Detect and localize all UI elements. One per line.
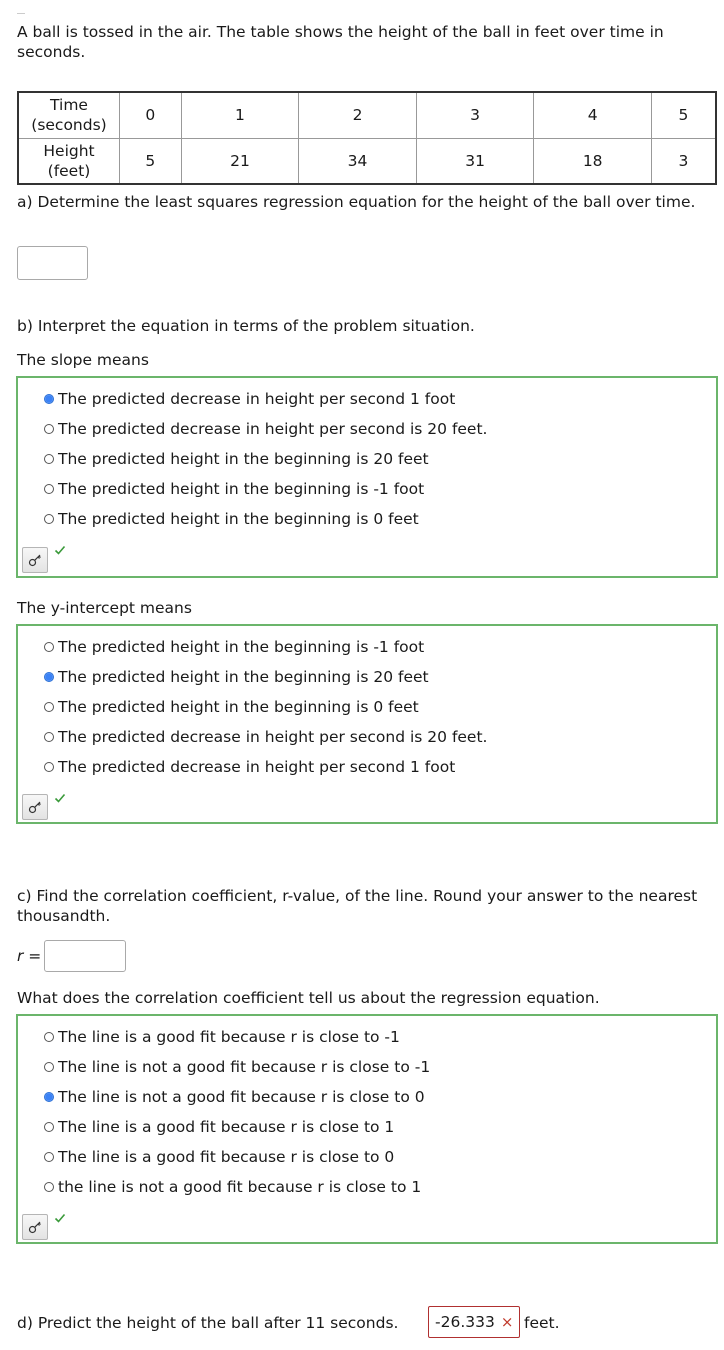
check-icon (54, 1212, 66, 1224)
intercept-option[interactable]: The predicted decrease in height per second 1 foot (44, 752, 455, 782)
table-row (18, 138, 716, 184)
correlation-option[interactable]: The line is not a good fit because r is close to -1 (44, 1052, 430, 1082)
slope-label: The slope means (17, 351, 149, 369)
part-d-prompt: d) Predict the height of the ball after 11 seconds. (17, 1314, 399, 1332)
correlation-options-group (16, 1014, 718, 1244)
radio-icon[interactable] (44, 1062, 54, 1072)
correlation-option[interactable]: The line is a good fit because r is close to 1 (44, 1112, 394, 1142)
intercept-label: The y-intercept means (17, 599, 192, 617)
correlation-option[interactable]: The line is a good fit because r is close to -1 (44, 1022, 400, 1052)
r-value-input[interactable] (44, 940, 126, 972)
slope-option[interactable]: The predicted height in the beginning is 20 feet (44, 444, 429, 474)
x-icon: × (500, 1313, 514, 1331)
row-header: Time (seconds) (18, 92, 120, 138)
radio-icon[interactable] (44, 1122, 54, 1132)
table-cell: 0 (120, 92, 182, 138)
top-divider (17, 13, 25, 14)
table-cell: 1 (181, 92, 299, 138)
table-cell: 3 (651, 138, 716, 184)
radio-icon[interactable] (44, 732, 54, 742)
key-button[interactable] (22, 794, 48, 820)
radio-icon[interactable] (44, 1182, 54, 1192)
key-icon (28, 1220, 42, 1234)
part-b-prompt: b) Interpret the equation in terms of the problem situation. (17, 317, 475, 335)
radio-icon[interactable] (44, 454, 54, 464)
table-cell: 34 (299, 138, 417, 184)
prediction-answer-box[interactable] (428, 1306, 520, 1338)
table-cell: 18 (534, 138, 652, 184)
correlation-option[interactable]: the line is not a good fit because r is close to 1 (44, 1172, 421, 1202)
table-cell: 4 (534, 92, 652, 138)
table-cell: 3 (416, 92, 534, 138)
answer-unit: feet. (524, 1314, 560, 1332)
key-button[interactable] (22, 1214, 48, 1240)
row-header: Height (feet) (18, 138, 120, 184)
prediction-answer-value: -26.333 (435, 1313, 495, 1331)
table-cell: 5 (651, 92, 716, 138)
slope-option[interactable]: The predicted decrease in height per second is 20 feet. (44, 414, 487, 444)
intercept-option[interactable]: The predicted height in the beginning is 20 feet (44, 662, 429, 692)
intercept-option[interactable]: The predicted height in the beginning is 0 feet (44, 692, 419, 722)
radio-icon[interactable] (44, 762, 54, 772)
intercept-options-group (16, 624, 718, 824)
check-icon (54, 792, 66, 804)
table-cell: 5 (120, 138, 182, 184)
slope-option[interactable]: The predicted height in the beginning is -1 foot (44, 474, 424, 504)
table-cell: 2 (299, 92, 417, 138)
check-icon (54, 544, 66, 556)
r-label: r = (17, 947, 42, 965)
correlation-question: What does the correlation coefficient tell us about the regression equation. (17, 989, 600, 1007)
table-row (18, 92, 716, 138)
part-c-prompt: c) Find the correlation coefficient, r-value, of the line. Round your answer to the nearest thousandth. (17, 887, 698, 925)
table-cell: 31 (416, 138, 534, 184)
correlation-option[interactable]: The line is a good fit because r is close to 0 (44, 1142, 394, 1172)
radio-selected-icon[interactable] (44, 1092, 54, 1102)
radio-selected-icon[interactable] (44, 394, 54, 404)
slope-options-group (16, 376, 718, 578)
radio-icon[interactable] (44, 1152, 54, 1162)
correlation-option[interactable]: The line is not a good fit because r is close to 0 (44, 1082, 425, 1112)
radio-icon[interactable] (44, 484, 54, 494)
table-cell: 21 (181, 138, 299, 184)
intercept-option[interactable]: The predicted decrease in height per second is 20 feet. (44, 722, 487, 752)
radio-icon[interactable] (44, 424, 54, 434)
key-button[interactable] (22, 547, 48, 573)
data-table (17, 91, 717, 185)
problem-intro: A ball is tossed in the air. The table shows the height of the ball in feet over time in seconds. (17, 23, 664, 61)
key-icon (28, 800, 42, 814)
radio-icon[interactable] (44, 702, 54, 712)
radio-selected-icon[interactable] (44, 672, 54, 682)
part-a-prompt: a) Determine the least squares regression equation for the height of the ball over time. (17, 193, 696, 211)
radio-icon[interactable] (44, 642, 54, 652)
radio-icon[interactable] (44, 1032, 54, 1042)
slope-option[interactable]: The predicted height in the beginning is 0 feet (44, 504, 419, 534)
slope-option[interactable]: The predicted decrease in height per second 1 foot (44, 384, 455, 414)
radio-icon[interactable] (44, 514, 54, 524)
intercept-option[interactable]: The predicted height in the beginning is -1 foot (44, 632, 424, 662)
regression-equation-input[interactable] (17, 246, 88, 280)
key-icon (28, 553, 42, 567)
